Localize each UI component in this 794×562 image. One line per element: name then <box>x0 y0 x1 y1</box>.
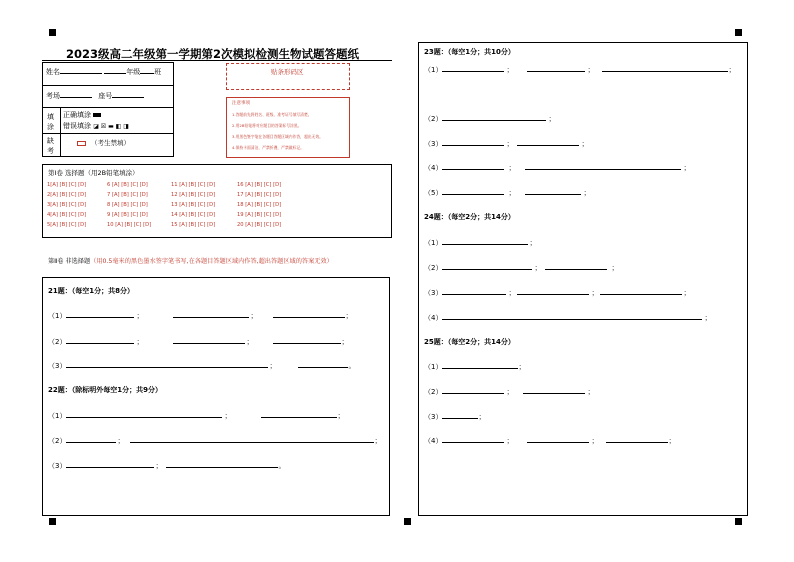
absent-label: 缺考 <box>47 137 54 155</box>
choice-group-16-20-row-4[interactable]: 19 [A] [B] [C] [D] <box>237 212 282 218</box>
q23-5-blank-b[interactable] <box>525 188 581 195</box>
seat-label: 座号 <box>98 92 113 100</box>
q24-3-blank-c[interactable] <box>600 288 682 295</box>
absent-checkbox[interactable] <box>77 141 86 146</box>
q22-line-1: （1） ； ； <box>48 412 345 420</box>
fill-label: 填涂 <box>47 113 54 131</box>
choice-group-6-10-row-4[interactable]: 9 [A] [B] [C] [D] <box>107 212 148 218</box>
q21-3-blank-a[interactable] <box>66 361 268 368</box>
room-field[interactable] <box>60 91 92 98</box>
q25-2-blank-b[interactable] <box>523 387 585 394</box>
q22-line-2: （2） ； ； <box>48 437 382 445</box>
q24-4-blank-a[interactable] <box>442 313 702 320</box>
q24-1-blank-a[interactable] <box>442 238 528 245</box>
choice-group-11-15-row-1[interactable]: 11 [A] [B] [C] [D] <box>171 182 216 188</box>
title-underline <box>42 60 392 61</box>
q21-2-blank-a[interactable] <box>66 337 134 344</box>
q23-4-blank-a[interactable] <box>442 163 504 170</box>
q23-4-blank-b[interactable] <box>525 163 681 170</box>
q25-1-blank-a[interactable] <box>442 362 518 369</box>
q23-1-blank-c[interactable] <box>602 65 728 72</box>
q22-3-blank-b[interactable] <box>166 461 278 468</box>
q24-3-blank-a[interactable] <box>442 288 506 295</box>
q21-line-3: （3） ； 。 <box>48 362 356 370</box>
q21-1-blank-a[interactable] <box>66 311 134 318</box>
choice-group-6-10-row-1[interactable]: 6 [A] [B] [C] [D] <box>107 182 148 188</box>
choice-group-16-20-row-5[interactable]: 20 [A] [B] [C] [D] <box>237 222 282 228</box>
page-title: 2023级高二年级第一学期第2次模拟检测生物试题答题纸 <box>66 47 360 61</box>
choice-group-11-15-row-2[interactable]: 12 [A] [B] [C] [D] <box>171 192 216 198</box>
q25-4-blank-b[interactable] <box>527 436 589 443</box>
name-label: 姓名 <box>46 68 60 76</box>
q21-1-blank-c[interactable] <box>273 311 345 318</box>
timing-mark-bottom-right <box>735 518 742 525</box>
choice-group-16-20-row-1[interactable]: 16 [A] [B] [C] [D] <box>237 182 282 188</box>
q22-title: 22题：（除标明外每空1分；共9分） <box>48 386 162 394</box>
q23-3-blank-a[interactable] <box>442 139 504 146</box>
q25-line-3: （3） ； <box>424 413 486 421</box>
correct-fill-label: 正确填涂 <box>63 111 91 119</box>
choice-group-1-5-row-3[interactable]: 3[A] [B] [C] [D] <box>47 202 87 208</box>
q25-line-4: （4） ； ； ； <box>424 437 676 445</box>
q23-line-5: （5） ； ； <box>424 189 591 197</box>
notice-title: 注意事项 <box>232 101 250 106</box>
part1-title: 第Ⅰ卷 选择题（用2B铅笔填涂） <box>48 169 139 177</box>
q23-1-blank-b[interactable] <box>527 65 585 72</box>
q25-2-blank-a[interactable] <box>442 387 504 394</box>
q25-title: 25题：（每空2分；共14分） <box>424 338 515 346</box>
class-label: 班 <box>154 68 162 76</box>
wrong-fill-samples: ◪ ☒ ▬ ◧ ◨ <box>93 123 129 130</box>
seat-field[interactable] <box>112 91 144 98</box>
q21-2-blank-c[interactable] <box>273 337 341 344</box>
choice-group-16-20-row-3[interactable]: 18 [A] [B] [C] [D] <box>237 202 282 208</box>
q22-2-blank-b[interactable] <box>130 436 374 443</box>
choice-group-11-15-row-4[interactable]: 14 [A] [B] [C] [D] <box>171 212 216 218</box>
q22-3-blank-a[interactable] <box>66 461 154 468</box>
q21-line-1: （1） ； ； ； <box>48 312 353 320</box>
correct-fill-sample <box>93 113 101 117</box>
grade-field[interactable] <box>104 67 126 74</box>
q24-line-2: （2） ； ； <box>424 264 619 272</box>
q23-3-blank-b[interactable] <box>517 139 579 146</box>
q24-line-1: （1） ； <box>424 239 537 247</box>
timing-mark-bottom-left <box>49 518 56 525</box>
q21-line-2: （2） ； ； ； <box>48 338 349 346</box>
choice-group-6-10-row-3[interactable]: 8 [A] [B] [C] [D] <box>107 202 148 208</box>
choice-group-11-15-row-5[interactable]: 15 [A] [B] [C] [D] <box>171 222 216 228</box>
q22-1-blank-a[interactable] <box>66 411 222 418</box>
q22-2-blank-a[interactable] <box>66 436 116 443</box>
part2-title: 第Ⅱ卷 非选择题（用0.5毫米的黑色墨水签字笔书写,在各题目答题区域内作答,超出答题区域的答案无效） <box>48 258 333 265</box>
q21-2-blank-b[interactable] <box>173 337 245 344</box>
barcode-label: 贴条形码区 <box>271 68 304 76</box>
name-field[interactable] <box>60 67 102 74</box>
q24-title: 24题：（每空2分；共14分） <box>424 213 515 221</box>
choice-group-6-10-row-2[interactable]: 7 [A] [B] [C] [D] <box>107 192 148 198</box>
q21-title: 21题：（每空1分；共8分） <box>48 287 134 295</box>
choice-group-11-15-row-3[interactable]: 13 [A] [B] [C] [D] <box>171 202 216 208</box>
q25-line-2: （2） ； ； <box>424 388 595 396</box>
timing-mark-top-left <box>49 29 56 36</box>
class-field[interactable] <box>140 67 154 74</box>
timing-mark-top-right <box>735 29 742 36</box>
absent-note: （考生禁填） <box>91 139 130 147</box>
wrong-fill-label: 错误填涂 <box>63 122 91 130</box>
q23-title: 23题：（每空1分；共10分） <box>424 48 515 56</box>
q25-4-blank-c[interactable] <box>606 436 668 443</box>
q24-2-blank-b[interactable] <box>545 263 607 270</box>
q23-5-blank-a[interactable] <box>442 188 504 195</box>
choice-group-6-10-row-5[interactable]: 10 [A] [B] [C] [D] <box>107 222 152 228</box>
q25-3-blank-a[interactable] <box>442 412 478 419</box>
choice-group-1-5-row-1[interactable]: 1[A] [B] [C] [D] <box>47 182 87 188</box>
q23-line-2: （2） ； <box>424 115 556 123</box>
student-info-box <box>42 62 174 157</box>
q23-2-blank-a[interactable] <box>442 114 546 121</box>
q24-2-blank-a[interactable] <box>442 263 532 270</box>
notice-item-1: 1.答题前先将姓名、班级、准考证号填写清楚。 <box>232 112 312 117</box>
q24-line-4: （4） ； <box>424 314 712 322</box>
choice-group-16-20-row-2[interactable]: 17 [A] [B] [C] [D] <box>237 192 282 198</box>
q23-line-4: （4） ； ； <box>424 164 691 172</box>
q25-line-1: （1） ； <box>424 363 526 371</box>
notice-item-4: 4.保持卡面清洁，严禁折叠，严禁做标记。 <box>232 145 304 150</box>
q23-line-1: （1） ； ； ； <box>424 66 736 74</box>
q23-line-3: （3） ； ； <box>424 140 589 148</box>
q24-line-3: （3） ； ； ； <box>424 289 691 297</box>
timing-mark-bottom-middle <box>404 518 411 525</box>
notice-item-2: 2.用2B铅笔将对应题目的答案标号涂黑。 <box>232 123 302 128</box>
notice-box <box>226 97 350 158</box>
choice-group-1-5-row-5[interactable]: 5[A] [B] [C] [D] <box>47 222 87 228</box>
q25-4-blank-a[interactable] <box>442 436 504 443</box>
q24-3-blank-b[interactable] <box>517 288 589 295</box>
q21-1-blank-b[interactable] <box>173 311 249 318</box>
q22-line-3: （3） ； 。 <box>48 462 286 470</box>
q22-1-blank-b[interactable] <box>261 411 337 418</box>
q23-1-blank-a[interactable] <box>442 65 504 72</box>
notice-item-3: 3.用黑色签字笔在各题目答题区域内作答，超出无效。 <box>232 134 323 139</box>
choice-group-1-5-row-4[interactable]: 4[A] [B] [C] [D] <box>47 212 87 218</box>
grade-label: 年级 <box>126 68 141 76</box>
room-label: 考场 <box>46 92 60 100</box>
barcode-zone <box>226 63 350 90</box>
choice-group-1-5-row-2[interactable]: 2[A] [B] [C] [D] <box>47 192 87 198</box>
q21-3-blank-b[interactable] <box>298 361 348 368</box>
